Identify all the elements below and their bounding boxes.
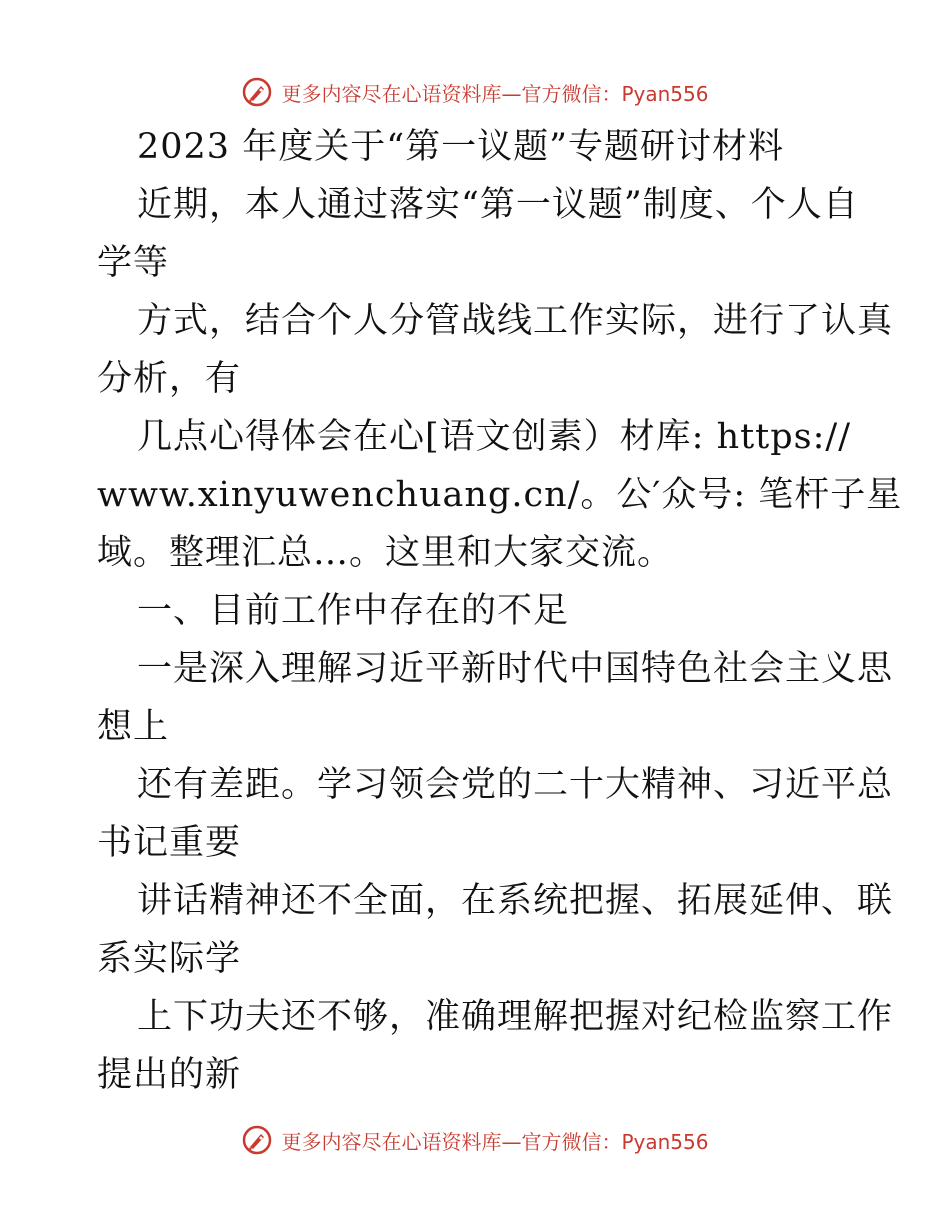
paragraph-line: 几点心得体会在心[语文创素）材库: https://	[137, 417, 851, 457]
footer-banner-text: 更多内容尽在心语资料库—官方微信：Pyan556	[281, 1129, 709, 1154]
paragraph-line: 学等	[97, 243, 170, 283]
paragraph-line: www.xinyuwenchuang.cn/。公′众号: 笔杆子星	[97, 475, 903, 515]
paragraph-line: 还有差距。学习领会党的二十大精神、习近平总	[137, 765, 894, 805]
header-banner-text: 更多内容尽在心语资料库—官方微信：Pyan556	[281, 81, 709, 106]
paragraph-line: 域。整理汇总…。这里和大家交流。	[97, 533, 674, 573]
paragraph-line: 系实际学	[97, 939, 242, 979]
header-banner	[0, 72, 950, 112]
paragraph-line: 讲话精神还不全面，在系统把握、拓展延伸、联	[137, 881, 894, 921]
pen-nib-logo-icon	[241, 76, 273, 108]
paragraph-line: 一是深入理解习近平新时代中国特色社会主义思	[137, 649, 894, 689]
document-body	[97, 118, 903, 1104]
footer-banner	[0, 1120, 950, 1160]
paragraph-line: 想上	[97, 707, 170, 747]
pen-nib-logo-icon	[241, 1124, 273, 1156]
document-title: 2023 年度关于“第一议题”专题研讨材料	[137, 127, 784, 167]
paragraph-line: 上下功夫还不够，准确理解把握对纪检监察工作	[137, 997, 894, 1037]
section-heading: 一、目前工作中存在的不足	[137, 591, 570, 631]
paragraph-line: 方式，结合个人分管战线工作实际，进行了认真	[137, 301, 894, 341]
paragraph-line: 提出的新	[97, 1055, 242, 1095]
paragraph-line: 近期，本人通过落实“第一议题”制度、个人自	[137, 185, 859, 225]
paragraph-line: 书记重要	[97, 823, 242, 863]
paragraph-line: 分析，有	[97, 359, 242, 399]
